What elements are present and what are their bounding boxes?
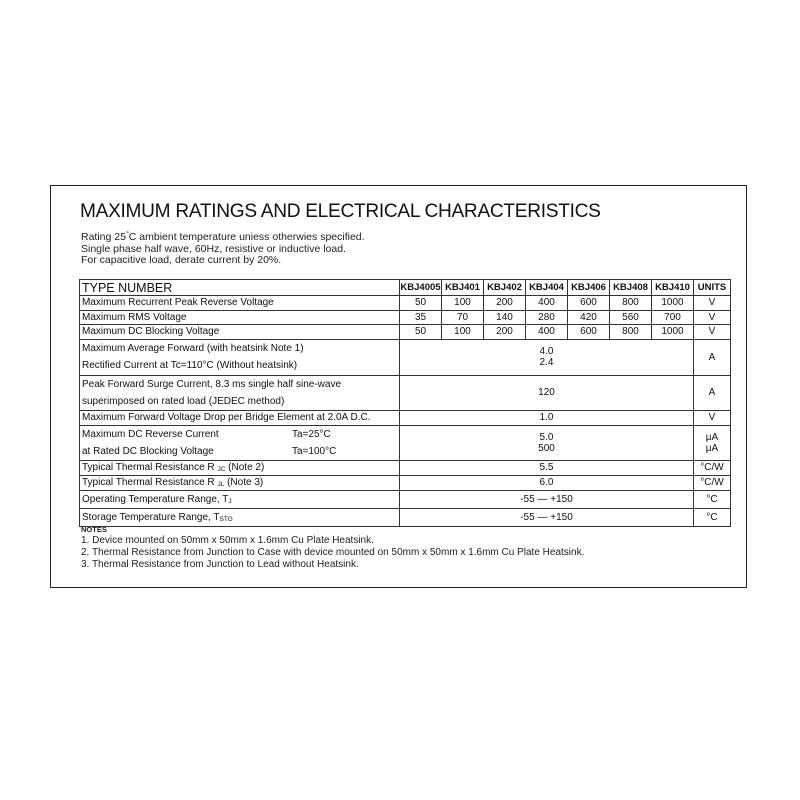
subscript: STG — [219, 515, 233, 523]
subscript: JC — [217, 466, 226, 473]
cell-value — [400, 375, 694, 410]
header-model: KBJ408 — [610, 280, 652, 296]
header-model: KBJ401 — [442, 280, 484, 296]
header-model: KBJ404 — [526, 280, 568, 296]
cell-unit-line: A — [708, 387, 716, 398]
cell-value-line: 120 — [538, 387, 555, 398]
cell-unit: V — [694, 410, 731, 425]
cell-unit: °C/W — [694, 460, 731, 475]
cell-value: 600 — [568, 325, 610, 340]
table-row — [80, 325, 731, 340]
table-row — [80, 425, 731, 460]
cell-value-line: 4.0 — [539, 346, 554, 357]
row-label-text: Typical Thermal Resistance R — [82, 477, 215, 488]
cell-value: -55 — +150 — [400, 508, 694, 526]
row-label-note: (Note 2) — [228, 462, 265, 473]
header-model: KBJ4005 — [400, 280, 442, 296]
row-label — [80, 375, 400, 410]
cell-value: 1000 — [652, 296, 694, 311]
cell-value: 35 — [400, 310, 442, 325]
cell-value: 1000 — [652, 325, 694, 340]
row-label-line — [80, 443, 399, 460]
cell-unit-line: μA — [705, 431, 719, 443]
row-label-text: at Rated DC Blocking Voltage — [82, 445, 214, 457]
row-label: Maximum DC Blocking Voltage — [80, 325, 400, 340]
intro-line-1 — [81, 229, 365, 244]
row-label — [80, 339, 400, 375]
row-label-line: Rectified Current at Tc=110°C (Without heatsink) — [82, 360, 298, 372]
cell-value: 5.5 — [400, 460, 694, 475]
degree-sign: ° — [125, 231, 129, 238]
row-label-text: Maximum DC Reverse Current — [82, 428, 219, 440]
row-label — [80, 475, 400, 490]
note-item: 2. Thermal Resistance from Junction to Case with device mounted on 50mm x 50mm x 1.6mm Cu Plate Heatsink. — [81, 546, 585, 558]
header-units: UNITS — [694, 280, 731, 296]
cell-value: -55 — +150 — [400, 490, 694, 508]
note-item: 1. Device mounted on 50mm x 50mm x 1.6mm Cu Plate Heatsink. — [81, 535, 374, 546]
notes-section — [81, 525, 584, 570]
cell-value: 1.0 — [400, 410, 694, 425]
row-label — [80, 460, 400, 475]
cell-value: 70 — [442, 310, 484, 325]
condition-label: Ta=25°C — [292, 428, 331, 440]
cell-unit: °C — [694, 508, 731, 526]
row-label-line — [80, 426, 399, 443]
cell-value: 800 — [610, 325, 652, 340]
cell-unit: V — [694, 310, 731, 325]
row-label — [80, 425, 400, 460]
cell-unit-line: μA — [705, 442, 719, 454]
notes-heading: NOTES — [81, 525, 107, 534]
cell-unit: °C/W — [694, 475, 731, 490]
cell-value: 420 — [568, 310, 610, 325]
table-row — [80, 475, 731, 490]
intro-line-2: Single phase half wave, 60Hz, resistive or inductive load. — [81, 242, 346, 255]
table-row — [80, 410, 731, 425]
header-model: KBJ410 — [652, 280, 694, 296]
cell-value-line: 2.4 — [539, 357, 554, 368]
intro-line-1-pre: Rating 25 — [81, 231, 126, 243]
header-model: KBJ402 — [484, 280, 526, 296]
row-label-line: superimposed on rated load (JEDEC method) — [82, 395, 285, 407]
table-row — [80, 375, 731, 410]
cell-value: 6.0 — [400, 475, 694, 490]
row-label: Maximum Forward Voltage Drop per Bridge Element at 2.0A D.C. — [80, 410, 400, 425]
row-label — [80, 490, 400, 508]
table-row — [80, 490, 731, 508]
cell-value-line: 500 — [538, 442, 555, 454]
cell-value: 100 — [442, 296, 484, 311]
cell-value: 700 — [652, 310, 694, 325]
table-row — [80, 296, 731, 311]
cell-unit — [694, 339, 731, 375]
cell-value-line: 5.0 — [539, 431, 554, 443]
table-row — [80, 339, 731, 375]
cell-value: 100 — [442, 325, 484, 340]
table-header-row — [80, 280, 731, 296]
table-row — [80, 460, 731, 475]
intro-line-3: For capacitive load, derate current by 20%. — [81, 254, 282, 267]
cell-value: 50 — [400, 296, 442, 311]
cell-unit — [694, 375, 731, 410]
cell-value — [400, 425, 694, 460]
note-item: 3. Thermal Resistance from Junction to Lead without Heatsink. — [81, 558, 359, 570]
cell-unit: V — [694, 325, 731, 340]
row-label: Maximum RMS Voltage — [80, 310, 400, 325]
row-label-text: Storage Temperature Range, T — [82, 511, 220, 523]
cell-value — [400, 339, 694, 375]
row-label-note: (Note 3) — [227, 477, 264, 488]
cell-unit — [694, 425, 731, 460]
subscript: J — [228, 497, 232, 505]
condition-label: Ta=100°C — [292, 445, 337, 457]
cell-value: 280 — [526, 310, 568, 325]
cell-value: 140 — [484, 310, 526, 325]
cell-value: 600 — [568, 296, 610, 311]
row-label-line: Maximum Average Forward (with heatsink Note 1) — [82, 342, 304, 354]
cell-value: 200 — [484, 296, 526, 311]
cell-value: 200 — [484, 325, 526, 340]
row-label-text: Typical Thermal Resistance R — [82, 462, 215, 473]
cell-value: 400 — [526, 296, 568, 311]
intro-line-1-post: C ambient temperature uniess otherwies specified. — [128, 231, 365, 243]
table-row — [80, 508, 731, 526]
cell-value: 400 — [526, 325, 568, 340]
row-label: Maximum Recurrent Peak Reverse Voltage — [80, 296, 400, 311]
cell-value: 50 — [400, 325, 442, 340]
header-type-number: TYPE NUMBER — [80, 280, 400, 296]
intro-text — [81, 229, 365, 267]
cell-value: 560 — [610, 310, 652, 325]
row-label-text: Operating Temperature Range, T — [82, 493, 229, 505]
cell-unit: V — [694, 296, 731, 311]
subscript: JL — [217, 481, 225, 488]
row-label-line: Peak Forward Surge Current, 8.3 ms single half sine-wave — [82, 378, 342, 390]
ratings-table — [79, 279, 731, 527]
table-row — [80, 310, 731, 325]
header-model: KBJ406 — [568, 280, 610, 296]
page-title: MAXIMUM RATINGS AND ELECTRICAL CHARACTERISTICS — [80, 200, 601, 222]
cell-unit: °C — [694, 490, 731, 508]
row-label — [80, 508, 400, 526]
cell-value: 800 — [610, 296, 652, 311]
cell-unit-line: A — [708, 351, 716, 363]
